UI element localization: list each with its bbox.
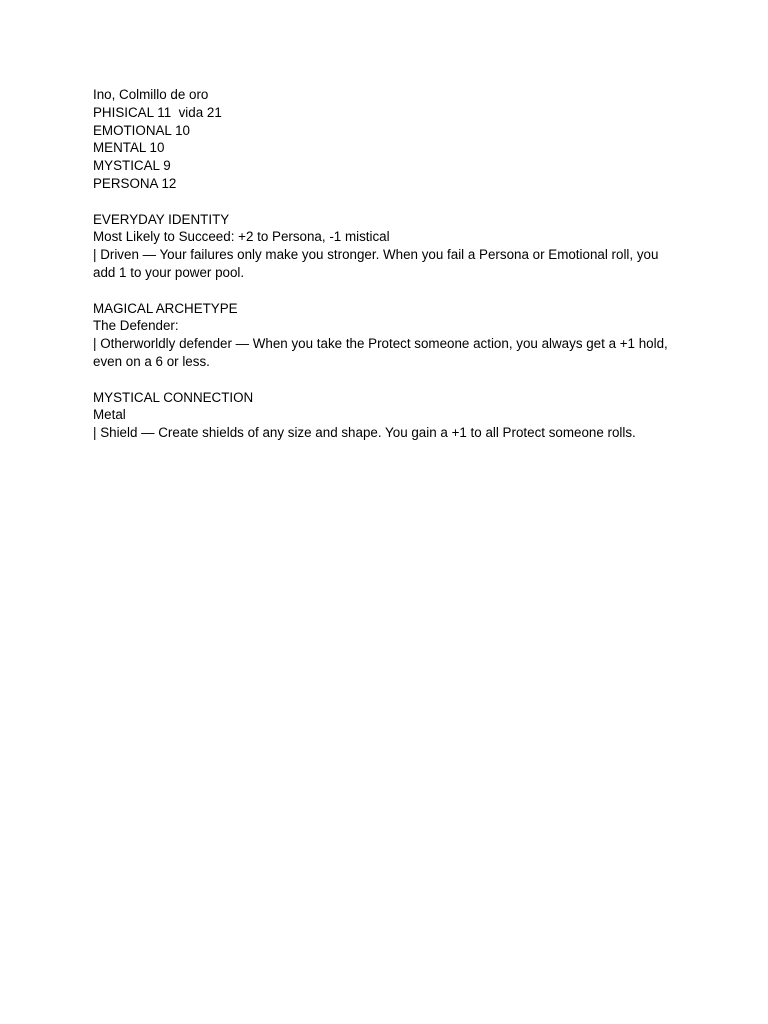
section-everyday-identity bbox=[93, 211, 693, 282]
character-header bbox=[93, 86, 693, 193]
section-text: | Shield — Create shields of any size and shape. You gain a +1 to all Protect someone rolls. bbox=[93, 425, 636, 441]
stat-line-emotional: EMOTIONAL 10 bbox=[93, 122, 190, 138]
section-heading: MAGICAL ARCHETYPE bbox=[93, 300, 238, 316]
document-page bbox=[93, 86, 693, 442]
section-subheading: Most Likely to Succeed: +2 to Persona, -1 mistical bbox=[93, 229, 390, 245]
blank-line bbox=[93, 282, 693, 300]
stat-line-mystical: MYSTICAL 9 bbox=[93, 158, 171, 174]
section-subheading: Metal bbox=[93, 407, 126, 423]
section-subheading: The Defender: bbox=[93, 318, 179, 334]
section-magical-archetype bbox=[93, 300, 693, 371]
section-mystical-connection bbox=[93, 389, 693, 442]
stat-line-persona: PERSONA 12 bbox=[93, 175, 177, 191]
section-heading: MYSTICAL CONNECTION bbox=[93, 389, 254, 405]
character-name: Ino, Colmillo de oro bbox=[93, 87, 209, 102]
section-heading: EVERYDAY IDENTITY bbox=[93, 211, 230, 227]
section-text: | Driven — Your failures only make you stronger. When you fail a Persona or Emotional roll, you add 1 to your power pool. bbox=[93, 247, 659, 280]
blank-line bbox=[93, 193, 693, 211]
section-text: | Otherworldly defender — When you take the Protect someone action, you always get a +1 hold, even on a 6 or less. bbox=[93, 336, 668, 369]
blank-line bbox=[93, 371, 693, 389]
stat-line-mental: MENTAL 10 bbox=[93, 140, 165, 156]
stat-line-physical: PHISICAL 11 vida 21 bbox=[93, 104, 222, 120]
